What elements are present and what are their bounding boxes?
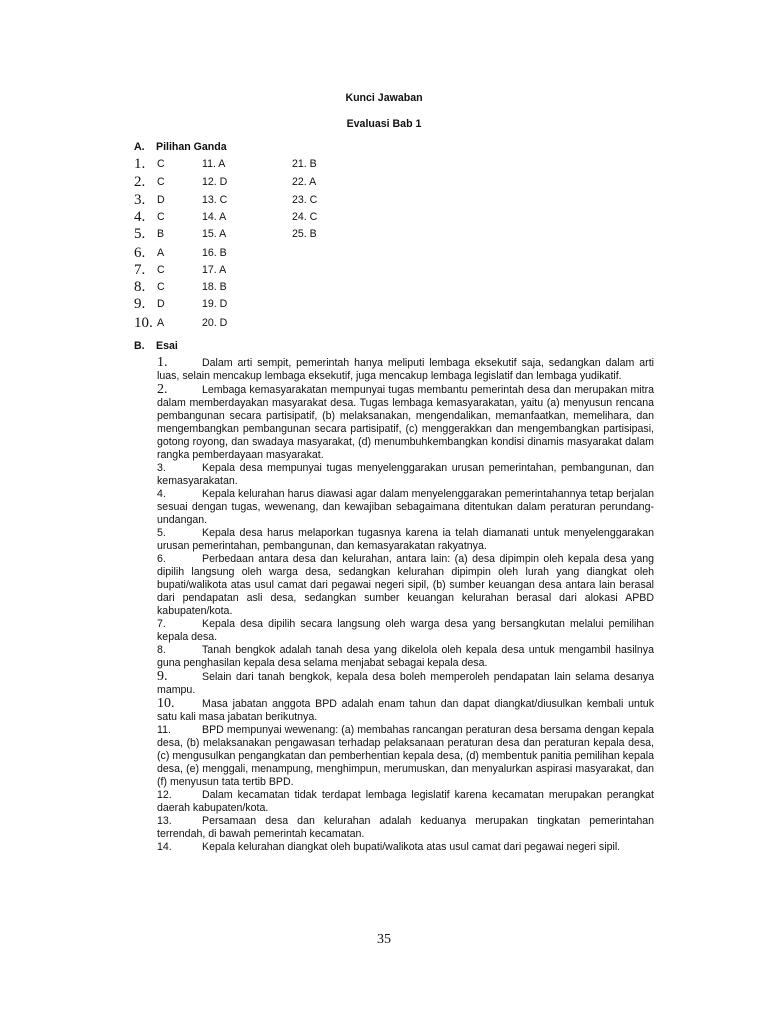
essay-text: Kepala desa dipilih secara langsung oleh warga desa yang bersangkutan melalui pemilihan kepala desa. <box>157 618 654 643</box>
answer-number: 8. <box>134 279 146 295</box>
answer-col3: 22. A <box>292 176 317 188</box>
essay-text: Masa jabatan anggota BPD adalah enam tahun dan dapat diangkat/diusulkan kembali untuk satu kali masa jabatan berikutnya. <box>157 698 654 723</box>
essay-number: 6. <box>157 553 166 565</box>
essay-item <box>157 841 654 854</box>
page-number: 35 <box>377 932 391 947</box>
answer-col2: 16. B <box>202 247 227 259</box>
answer-col2: 12. D <box>202 176 228 188</box>
answer-row <box>134 294 434 312</box>
essay-text: Tanah bengkok adalah tanah desa yang dikelola oleh kepala desa untuk mengambil hasilnya guna penghasilan kepala desa selama menjabat sebagai kepala desa. <box>157 644 654 669</box>
answer-col2: 13. C <box>202 194 228 206</box>
answer-letter: C <box>157 158 165 170</box>
answer-col2: 15. A <box>202 228 227 240</box>
essay-item <box>157 527 654 553</box>
essay-text: Lembaga kemasyarakatan mempunyai tugas membantu pemerintah desa dan merupakan mitra dalam memberdayakan masyarakat desa. Tugas lembaga kemasyarakatan, yaitu (a) menyusun rencana pembangunan secara partisipatif, (b) melaksanakan, mengendalikan, memanfaatkan, memelihara, dan mengembangkan pembangunan secara partisipatif, (c) menggerakkan dan mengembangkan partisipasi, gotong royong, dan swadaya masyarakat, (d) menumbuhkembangkan kondisi dinamis masyarakat dalam rangka pemberdayaan masyarakat. <box>157 384 654 461</box>
essay-number: 9. <box>157 669 168 684</box>
essay-number: 8. <box>157 644 166 656</box>
essay-number: 5. <box>157 527 166 539</box>
section-a-label: A. <box>134 141 145 153</box>
answer-col2: 18. B <box>202 281 227 293</box>
answer-row <box>134 172 434 190</box>
essay-number: 2. <box>157 382 168 397</box>
answer-row <box>134 277 434 295</box>
page-title: Kunci Jawaban <box>345 92 423 104</box>
essay-item <box>157 383 654 462</box>
answer-number: 1. <box>134 156 146 172</box>
answer-number: 6. <box>134 245 146 261</box>
answer-letter: A <box>157 317 165 329</box>
essay-number: 12. <box>157 789 172 801</box>
essay-number: 14. <box>157 841 172 853</box>
essay-item <box>157 488 654 527</box>
answer-number: 4. <box>134 209 146 225</box>
answer-col2: 14. A <box>202 211 227 223</box>
essay-item <box>157 724 654 789</box>
answer-row <box>134 243 434 261</box>
answer-letter: C <box>157 281 165 293</box>
essay-item <box>157 670 654 697</box>
essay-text: Kepala kelurahan harus diawasi agar dalam menyelenggarakan pemerintahannya tetap berjalan sesuai dengan tugas, wewenang, dan kewajiban sebagaimana ditentukan dalam peraturan perundang-undangan. <box>157 488 654 526</box>
answer-col2: 17. A <box>202 264 227 276</box>
essay-text: Kepala desa harus melaporkan tugasnya karena ia telah diamanati untuk menyelenggarakan urusan pemerintahan, pembangunan, dan kemasyarakatan rakyatnya. <box>157 527 654 552</box>
essay-item <box>157 815 654 841</box>
section-a-title: Pilihan Ganda <box>156 141 227 153</box>
answer-letter: C <box>157 264 165 276</box>
answer-row <box>134 224 434 242</box>
essay-text: Kepala kelurahan diangkat oleh bupati/walikota atas usul camat dari pegawai negeri sipil. <box>202 841 621 853</box>
essay-number: 13. <box>157 815 172 827</box>
answer-letter: C <box>157 176 165 188</box>
answer-row <box>134 190 434 208</box>
essay-item <box>157 553 654 618</box>
essay-item <box>157 644 654 670</box>
essay-item <box>157 697 654 724</box>
answer-number: 5. <box>134 226 146 242</box>
essay-number: 10. <box>157 696 175 711</box>
essay-text: Kepala desa mempunyai tugas menyelenggarakan urusan pemerintahan, pembangunan, dan kemasyarakatan. <box>157 462 654 487</box>
answer-letter: A <box>157 247 165 259</box>
essay-number: 11. <box>157 724 171 736</box>
section-b-title: Esai <box>156 340 178 352</box>
section-b-label: B. <box>134 340 145 352</box>
essay-number: 4. <box>157 488 166 500</box>
answer-number: 2. <box>134 174 146 190</box>
answer-row <box>134 154 434 172</box>
essay-item <box>157 462 654 488</box>
essay-number: 1. <box>157 355 168 370</box>
essay-text: Perbedaan antara desa dan kelurahan, antara lain: (a) desa dipimpin oleh kepala desa yang dipilih langsung oleh warga desa, sedangkan kelurahan dipimpin oleh lurah yang diangkat oleh bupati/walikota atas usul camat dari pegawai negeri sipil, (b) sumber keuangan desa antara lain berasal dari pendapatan asli desa, sedangkan sumber keuangan kelurahan berasal dari alokasi APBD kabupaten/kota. <box>157 553 654 617</box>
answer-letter: D <box>157 298 165 310</box>
answer-row <box>134 313 434 331</box>
essay-number: 7. <box>157 618 166 630</box>
answer-letter: C <box>157 211 165 223</box>
essay-text: BPD mempunyai wewenang: (a) membahas rancangan peraturan desa bersama dengan kepala desa, (b) melaksanakan pengawasan terhadap pelaksanaan peraturan desa dan peraturan kepala desa, (c) mengusulkan pengangkatan dan pemberhentian kepala desa, (d) membentuk panitia pemilihan kepala desa, (e) menggali, menampung, menghimpun, merumuskan, dan menyalurkan aspirasi masyarakat, dan (f) menyusun tata tertib BPD. <box>157 724 654 788</box>
essay-text: Selain dari tanah bengkok, kepala desa boleh memperoleh pendapatan lain selama desanya mampu. <box>157 671 654 696</box>
essay-text: Dalam arti sempit, pemerintah hanya meliputi lembaga eksekutif saja, sedangkan dalam arti luas, selain mencakup lembaga eksekutif, juga mencakup lembaga legislatif dan lembaga yudikatif. <box>157 357 654 382</box>
answer-row <box>134 260 434 278</box>
answer-col3: 25. B <box>292 228 317 240</box>
essay-item <box>157 356 654 383</box>
answer-col2: 20. D <box>202 317 228 329</box>
answer-col3: 24. C <box>292 211 318 223</box>
essay-answers <box>157 356 654 854</box>
essay-item <box>157 789 654 815</box>
essay-number: 3. <box>157 462 166 474</box>
answer-col3: 21. B <box>292 158 317 170</box>
answer-number: 10. <box>134 315 153 331</box>
answer-number: 7. <box>134 262 146 278</box>
essay-text: Dalam kecamatan tidak terdapat lembaga legislatif karena kecamatan merupakan perangkat daerah kabupaten/kota. <box>157 789 654 814</box>
answer-letter: B <box>157 228 165 240</box>
answer-row <box>134 207 434 225</box>
answer-col2: 19. D <box>202 298 228 310</box>
essay-text: Persamaan desa dan kelurahan adalah keduanya merupakan tingkatan pemerintahan terrendah, di bawah pemerintah kecamatan. <box>157 815 654 840</box>
answer-col2: 11. A <box>202 158 226 170</box>
answer-number: 9. <box>134 296 146 312</box>
answer-letter: D <box>157 194 165 206</box>
essay-item <box>157 618 654 644</box>
answer-col3: 23. C <box>292 194 318 206</box>
answer-number: 3. <box>134 192 146 208</box>
page-subtitle: Evaluasi Bab 1 <box>346 118 422 130</box>
